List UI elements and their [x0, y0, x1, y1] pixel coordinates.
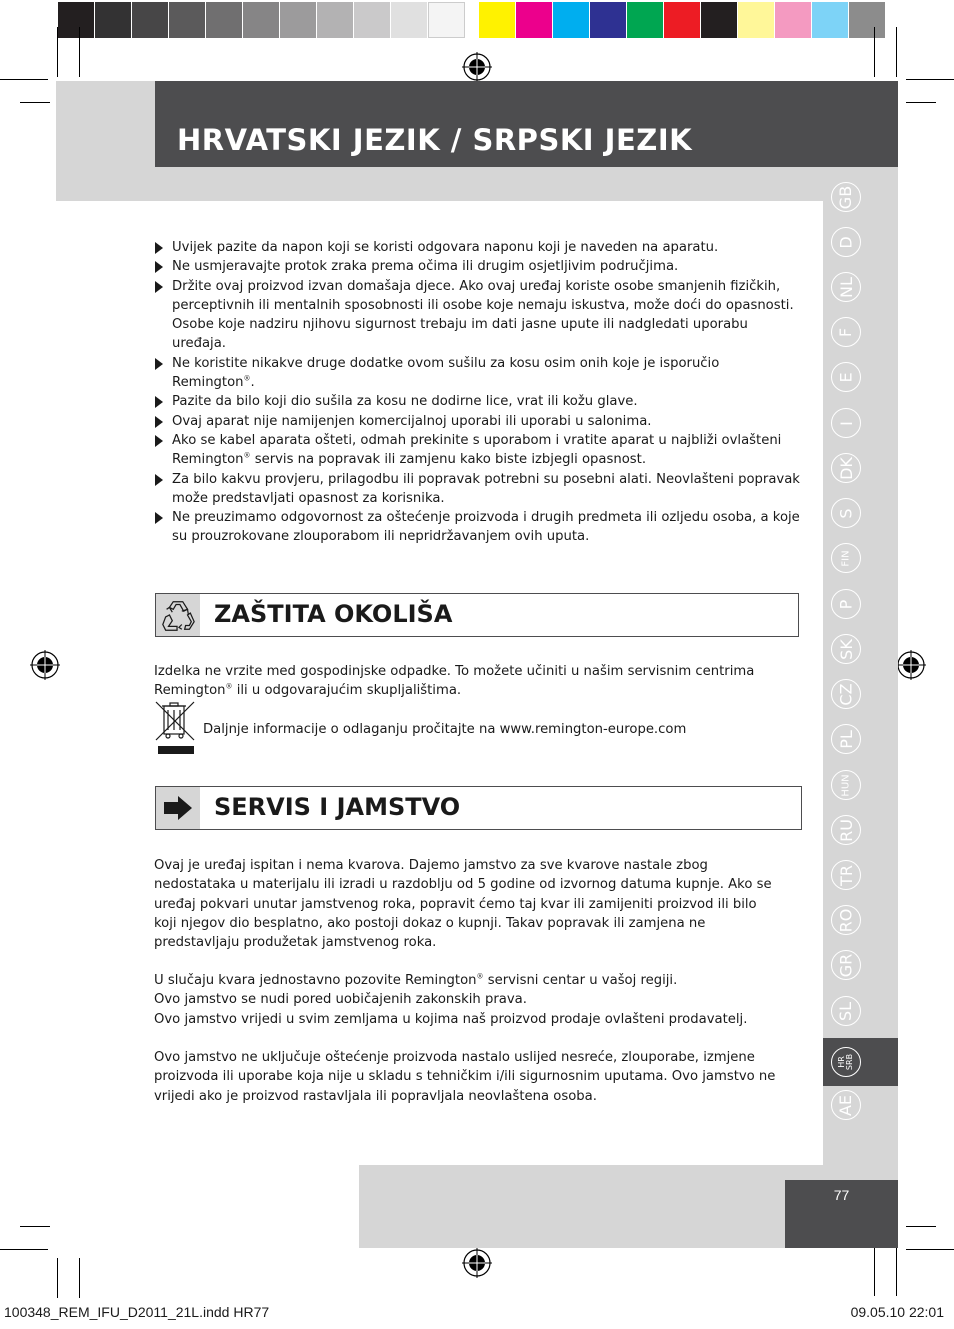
- color-swatch: [516, 2, 553, 38]
- language-tab[interactable]: [831, 408, 861, 438]
- language-tab[interactable]: [831, 272, 861, 302]
- registration-mark-icon: [30, 650, 60, 680]
- crop-mark: [20, 102, 50, 103]
- language-tab[interactable]: [831, 317, 861, 347]
- color-swatch: [738, 2, 775, 38]
- language-tab-label: P: [836, 599, 856, 609]
- language-tab-label: HR: [837, 1056, 846, 1068]
- color-swatch: [428, 2, 465, 38]
- safety-item: [154, 508, 804, 547]
- language-tab-label: S: [836, 507, 856, 519]
- language-tab[interactable]: [831, 1090, 861, 1120]
- color-swatch: [391, 2, 428, 38]
- crop-mark: [896, 27, 897, 77]
- crop-mark: [906, 79, 954, 80]
- language-tab-label: E: [836, 371, 856, 383]
- language-tab[interactable]: [831, 770, 861, 800]
- safety-item-text: Ne usmjeravajte protok zraka prema očima ili drugim osjetljivim područjima.: [172, 259, 679, 275]
- bullet-arrow-icon: [155, 416, 163, 428]
- section-heading: SERVIS I JAMSTVO: [214, 793, 461, 821]
- safety-instructions: [154, 238, 804, 547]
- safety-item: [154, 431, 804, 470]
- registration-mark-icon: [462, 52, 492, 82]
- page-title: HRVATSKI JEZIK / SRPSKI JEZIK: [177, 123, 693, 157]
- safety-item-text: Ne koristite nikakve druge dodatke ovom sušilu za kosu osim onih koje je isporučio Remington®.: [172, 355, 720, 391]
- color-swatch: [317, 2, 354, 38]
- language-tab[interactable]: [831, 227, 861, 257]
- safety-item: [154, 470, 804, 509]
- registration-mark-icon: [896, 650, 926, 680]
- crop-mark: [79, 27, 80, 77]
- color-swatch: [775, 2, 812, 38]
- language-tab[interactable]: [831, 182, 861, 212]
- language-tab-label: PL: [836, 729, 856, 749]
- bullet-arrow-icon: [155, 435, 163, 447]
- color-swatch: [479, 2, 516, 38]
- language-tab-label: HUN: [840, 773, 852, 797]
- language-tab-label: GR: [836, 953, 856, 977]
- color-swatch: [812, 2, 849, 38]
- crop-mark: [57, 1258, 58, 1298]
- safety-list: [154, 238, 804, 547]
- print-datetime: 09.05.10 22:01: [850, 1304, 944, 1320]
- language-tab-label: GB: [836, 185, 856, 209]
- language-tab-label: TR: [836, 864, 856, 886]
- color-swatch: [206, 2, 243, 38]
- color-swatch: [553, 2, 590, 38]
- language-tab-label: D: [836, 235, 856, 249]
- color-swatch: [95, 2, 132, 38]
- page-number-box: [785, 1180, 898, 1248]
- safety-item-text: Za bilo kakvu provjeru, prilagodbu ili popravak potrebni su posebni alati. Neovlašteni popravak može predstavljati opasnost za korisnika.: [172, 471, 800, 506]
- swatch-gap: [465, 2, 479, 38]
- language-tab-label: SRB: [845, 1053, 854, 1071]
- color-swatch: [132, 2, 169, 38]
- service-paragraph-1: Ovaj je uređaj ispitan i nema kvarova. Dajemo jamstvo za sve kvarove nastale zbog nedostataka u materijalu ili izradi u razdoblju od 5 godine od izvornog datuma kupnje. Ako se uređaj pokvari unutar jamstvenog roka, popravit ćemo taj kvar ili zamijeniti proizvod ili bilo koji njegov dio besplatno, ako postoji dokaz o kupnji. Takav popravak ili zamjena ne predstavljaju produžetak jamstvenog roka.: [154, 858, 772, 951]
- bullet-arrow-icon: [155, 261, 163, 273]
- registered-mark: ®: [225, 682, 233, 691]
- recycle-icon-box: [156, 594, 200, 636]
- safety-item-text: Uvijek pazite da napon koji se koristi odgovara naponu koji je naveden na aparatu.: [172, 240, 719, 255]
- crop-mark: [906, 1249, 954, 1250]
- file-slug: 100348_REM_IFU_D2011_21L.indd HR77: [4, 1304, 270, 1320]
- recycle-icon: [159, 596, 197, 634]
- crossed-bin-icon: [154, 700, 196, 756]
- registered-mark: ®: [476, 972, 484, 981]
- print-color-bar: [58, 2, 886, 38]
- crop-mark: [874, 1240, 875, 1296]
- safety-item: [154, 277, 804, 354]
- safety-item-text: Ne preuzimamo odgovornost za oštećenje proizvoda i drugih predmeta ili ozljedu osoba, a koje su prouzrokovane zlouporabom ili nepridržavanjem ovih uputa.: [172, 510, 800, 545]
- language-tab[interactable]: [831, 589, 861, 619]
- bullet-arrow-icon: [155, 474, 163, 486]
- crop-mark: [57, 27, 58, 77]
- language-tab-label: NL: [836, 276, 856, 298]
- language-tab[interactable]: [831, 815, 861, 845]
- registration-mark-icon: [462, 1248, 492, 1278]
- language-tab-label: RO: [836, 908, 856, 932]
- language-tab-active[interactable]: [831, 1047, 861, 1077]
- environment-text: [154, 662, 794, 701]
- safety-item-text: Pazite da bilo koji dio sušila za kosu ne dodirne lice, vrat ili kožu glave.: [172, 394, 638, 410]
- language-tab-label: I: [836, 420, 856, 426]
- section-heading: ZAŠTITA OKOLIŠA: [214, 600, 453, 628]
- language-tab[interactable]: [831, 498, 861, 528]
- color-swatch: [243, 2, 280, 38]
- registered-mark: ®: [243, 451, 251, 460]
- environment-section-header: [155, 593, 799, 637]
- safety-item-text: Ako se kabel aparata ošteti, odmah prekinite s uporabom i vratite aparat u najbliži ovlašteni Remington® servis na popravak ili zamjenu kako biste izbjegli opasnost.: [172, 432, 782, 468]
- language-tab[interactable]: [831, 724, 861, 754]
- safety-item: [154, 238, 804, 257]
- service-section-header: [155, 786, 802, 830]
- color-swatch: [280, 2, 317, 38]
- crop-mark: [874, 27, 875, 77]
- color-swatch: [354, 2, 391, 38]
- crop-mark: [0, 79, 48, 80]
- crop-mark: [906, 1226, 936, 1227]
- safety-item: [154, 412, 804, 431]
- bullet-arrow-icon: [155, 242, 163, 254]
- bullet-arrow-icon: [155, 396, 163, 408]
- crop-mark: [79, 1258, 80, 1298]
- language-tab[interactable]: [831, 905, 861, 935]
- language-tab-label: SL: [836, 1001, 856, 1021]
- language-tab-label: SK: [836, 638, 856, 660]
- service-paragraph-3: Ovo jamstvo ne uključuje oštećenje proizvoda nastalo uslijed nesreće, zlouporabe, izmjene proizvoda ili uporabe koja nije u skladu s tehničkim i/ili sigurnosnim uputama. Ovo jamstvo ne vrijedi ako je proizvod rastavljala ili popravljala neovlaštena osoba.: [154, 1050, 776, 1104]
- color-swatch: [590, 2, 627, 38]
- arrow-right-icon: [162, 794, 194, 822]
- color-swatch: [627, 2, 664, 38]
- language-tab-label: FIN: [840, 549, 852, 567]
- language-tab-label: RU: [836, 818, 856, 842]
- language-tab[interactable]: [831, 996, 861, 1026]
- title-bar: [155, 81, 898, 167]
- color-swatch: [169, 2, 206, 38]
- bullet-arrow-icon: [155, 512, 163, 524]
- registered-mark: ®: [243, 374, 251, 383]
- bullet-arrow-icon: [155, 358, 163, 370]
- language-tab[interactable]: [831, 543, 861, 573]
- color-swatch: [664, 2, 701, 38]
- arrow-icon-box: [156, 787, 200, 829]
- color-swatch: [701, 2, 738, 38]
- environment-paragraph: Izdelka ne vrzite med gospodinjske odpadke. To možete učiniti u našim servisnim centrima Remington® ili u odgovarajućim skupljalištima.: [154, 664, 755, 699]
- language-tab[interactable]: [831, 634, 861, 664]
- language-tab[interactable]: [831, 453, 861, 483]
- safety-item: [154, 257, 804, 276]
- language-tab[interactable]: [831, 860, 861, 890]
- crop-mark: [20, 1226, 50, 1227]
- bullet-arrow-icon: [155, 281, 163, 293]
- language-tab-label: F: [836, 327, 856, 337]
- service-line: Ovo jamstvo vrijedi u svim zemljama u kojima naš proizvod prodaje ovlašteni prodavatelj.: [154, 1011, 748, 1027]
- safety-item: [154, 354, 804, 393]
- crop-mark: [896, 1240, 897, 1296]
- language-tab-label: AE: [836, 1094, 856, 1116]
- crop-mark: [906, 102, 936, 103]
- service-line: U slučaju kvara jednostavno pozovite Remington® servisni centar u vašoj regiji.: [154, 972, 678, 988]
- safety-item: [154, 392, 804, 411]
- language-tab-label: DK: [836, 456, 856, 480]
- weee-text: Daljnje informacije o odlaganju pročitajte na www.remington-europe.com: [203, 722, 687, 737]
- service-line: Ovo jamstvo se nudi pored uobičajenih zakonskih prava.: [154, 992, 527, 1008]
- color-swatch: [58, 2, 95, 38]
- language-tab[interactable]: [831, 950, 861, 980]
- safety-item-text: Ovaj aparat nije namijenjen komercijalnoj uporabi ili uporabi u salonima.: [172, 413, 652, 429]
- service-paragraph-2: [154, 971, 794, 1029]
- crop-mark: [0, 1249, 48, 1250]
- page-number: 77: [833, 1187, 850, 1203]
- language-tab[interactable]: [831, 362, 861, 392]
- color-swatch: [849, 2, 886, 38]
- language-tab[interactable]: [831, 679, 861, 709]
- language-tab-label: CZ: [836, 682, 856, 706]
- safety-item-text: Držite ovaj proizvod izvan domašaja djece. Ako ovaj uređaj koriste osobe smanjenih fizičkih, perceptivnih ili mentalnih sposobnosti ili osobe koje nemaju iskustva, može doći do opasnosti. Osobe koje nadziru njihovu sigurnost trebaju im dati jasne upute ili nadgledati uporabu uređaja.: [172, 278, 794, 352]
